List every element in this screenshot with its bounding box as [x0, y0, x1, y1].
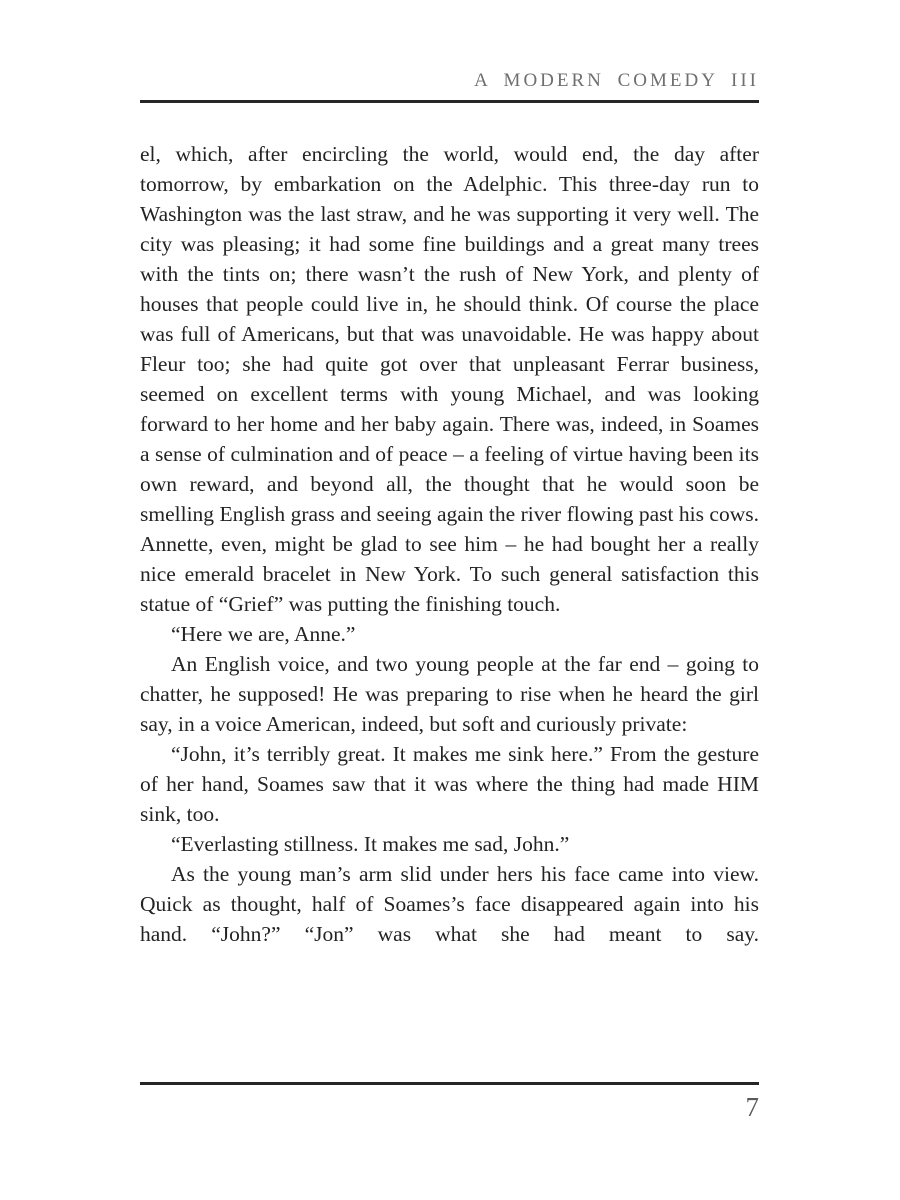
- paragraph-3: An English voice, and two young people at the far end – going to chatter, he supposed! He was preparing to rise when he heard the girl say, in a voice American, indeed, but soft and curiously private:: [140, 652, 759, 736]
- paragraph-2: “Here we are, Anne.”: [171, 622, 356, 646]
- paragraph-5: “Everlasting stillness. It makes me sad, John.”: [171, 832, 570, 856]
- paragraph-1: el, which, after encircling the world, would end, the day after tomorrow, by embarkation on the Adelphic. This three-day run to Washington was the last straw, and he was supporting it very well. The city was pleasing; it had some fine buildings and a great many trees with the tints on; there wasn’t the rush of New York, and plenty of houses that people could live in, he should think. Of course the place was full of Americans, but that was unavoidable. He was happy about Fleur too; she had quite got over that unpleasant Ferrar business, seemed on excellent terms with young Michael, and was looking forward to her home and her baby again. There was, indeed, in Soames a sense of culmination and of peace – a feeling of virtue having been its own reward, and beyond all, the thought that he would soon be smelling English grass and seeing again the river flowing past his cows. Annette, even, might be glad to see him – he had bought her a really nice emerald bracelet in New York. To such general satisfaction this statue of “Grief” was putting the finishing touch.: [140, 142, 759, 616]
- paragraph-4: “John, it’s terribly great. It makes me sink here.” From the gesture of her hand, Soames saw that it was where the thing had made HIM sink, too.: [140, 742, 759, 826]
- page-number: 7: [745, 1092, 759, 1122]
- running-title: A MODERN COMEDY III: [474, 70, 759, 91]
- footer-rule: [140, 1082, 759, 1085]
- header-rule: [140, 100, 759, 103]
- paragraph-6: As the young man’s arm slid under hers his face came into view. Quick as thought, half of Soames’s face disappeared again into his hand. “John?” “Jon” was what she had meant to say.: [140, 862, 759, 946]
- page-body: [140, 139, 759, 949]
